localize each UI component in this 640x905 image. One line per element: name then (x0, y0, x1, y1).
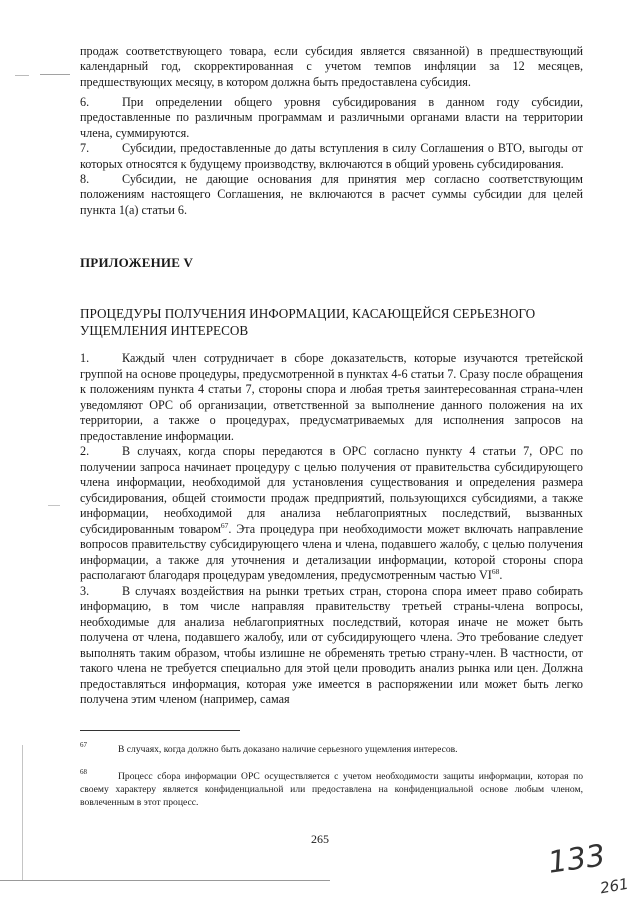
paragraphs-main (80, 351, 583, 708)
footnote-68 (80, 770, 583, 809)
footnote-number: 68 (80, 768, 87, 776)
scan-mark (40, 74, 70, 75)
paragraph-1: 1. Каждый член сотрудничает в сборе доказательств, которые изучаются третейской группой на основе процедуры, предусмотренной в пунктах 4-6 статьи 7. Сразу после обращения к положениям пункта 4 статьи 7, стороны спора и любая третья заинтересованная страна-член уведомляют ОРС об организации, ответственной за выполнение данного положения на их территории, а также о процедурах, предусматриваемых для исполнения запросов на предоставление информации. (80, 351, 583, 443)
scan-mark (48, 505, 60, 506)
scan-margin-line (22, 745, 23, 880)
footnote-ref-68[interactable]: 68 (491, 566, 500, 576)
scan-mark (15, 75, 29, 76)
continuation-paragraph: продаж соответствующего товара, если субсидия является связанной) в предшествующий календарный год, скорректированная с учетом темпов инфляции за 12 месяцев, предшествующих месяцу, в котором должна быть предоставлена субсидия. (80, 44, 583, 89)
footnote-separator (80, 730, 240, 731)
continuation-text (80, 44, 583, 90)
footnote-text: Процесс сбора информации ОРС осуществляется с учетом необходимости защиты информации, которая по своему характеру является конфиденциальной или предоставлена на конфиденциальной основе любым членом, вовлеченным в этот процесс. (80, 771, 583, 808)
paragraph-6: 6. При определении общего уровня субсидирования в данном году субсидии, предоставленные по различным программам и различными органами власти на территории члена, суммируются. (80, 95, 583, 140)
annex-heading: ПРИЛОЖЕНИЕ V (80, 255, 194, 270)
footnote-67 (80, 743, 583, 756)
section-title: ПРОЦЕДУРЫ ПОЛУЧЕНИЯ ИНФОРМАЦИИ, КАСАЮЩЕЙСЯ СЕРЬЕЗНОГО УЩЕМЛЕНИЯ ИНТЕРЕСОВ (80, 306, 536, 338)
paragraph-7: 7. Субсидии, предоставленные до даты вступления в силу Соглашения о ВТО, выгоды от которых относятся к будущему производству, включаются в общий уровень субсидирования. (80, 141, 583, 171)
paragraphs-top (80, 95, 583, 218)
paragraph-8: 8. Субсидии, не дающие основания для принятия мер согласно соответствующим положениям настоящего Соглашения, не включаются в расчет суммы субсидии для целей пункта 1(a) статьи 6. (80, 172, 583, 217)
handwritten-number: 133 (545, 838, 608, 881)
handwritten-corner-number: 261 (598, 874, 630, 898)
footnote-ref-67[interactable]: 67 (220, 520, 229, 530)
paragraph-2: 2. В случаях, когда споры передаются в ОРС согласно пункту 4 статьи 7, ОРС по получении запроса начинает процедуру с целью получения от правительства субсидирующего члена информации, необходимой для установления существования и определения размера субсидирования, общей стоимости продаж предприятий, пользующихся субсидиями, а также информации, необходимой для анализа неблагоприятных последствий, вызванных субсидированным товаром$^{67}$. Эта процедура при необходимости может включать направление вопросов правительству субсидирующего члена и члена, подавшего жалобу, с целью получения информации, а также для уточнения и детализации информации, которой стороны спора располагают благодаря процедурам уведомления, предусмотренным частью VI$^{68}$. (80, 444, 583, 582)
footnote-text: В случаях, когда должно быть доказано наличие серьезного ущемления интересов. (118, 744, 458, 755)
scan-bottom-line (0, 880, 330, 881)
paragraph-3: 3. В случаях воздействия на рынки третьих стран, сторона спора имеет право собирать информацию, в том числе направляя правительству третьей страны-члена вопросы, необходимые для анализа неблагоприятных последствий, которая иначе не может быть получена от члена, подавшего жалобу, или от субсидирующего члена. Это требование следует выполнять таким образом, чтобы излишне не обременять третью страну-член. В частности, от такого члена не требуется специально для этой цели проводить анализ рынка или цен. Должна предоставляться информация, которая уже имеется в распоряжении или может быть легко получена этим членом (например, самая (80, 583, 583, 706)
footnote-number: 67 (80, 741, 87, 749)
page-number: 265 (311, 832, 329, 846)
